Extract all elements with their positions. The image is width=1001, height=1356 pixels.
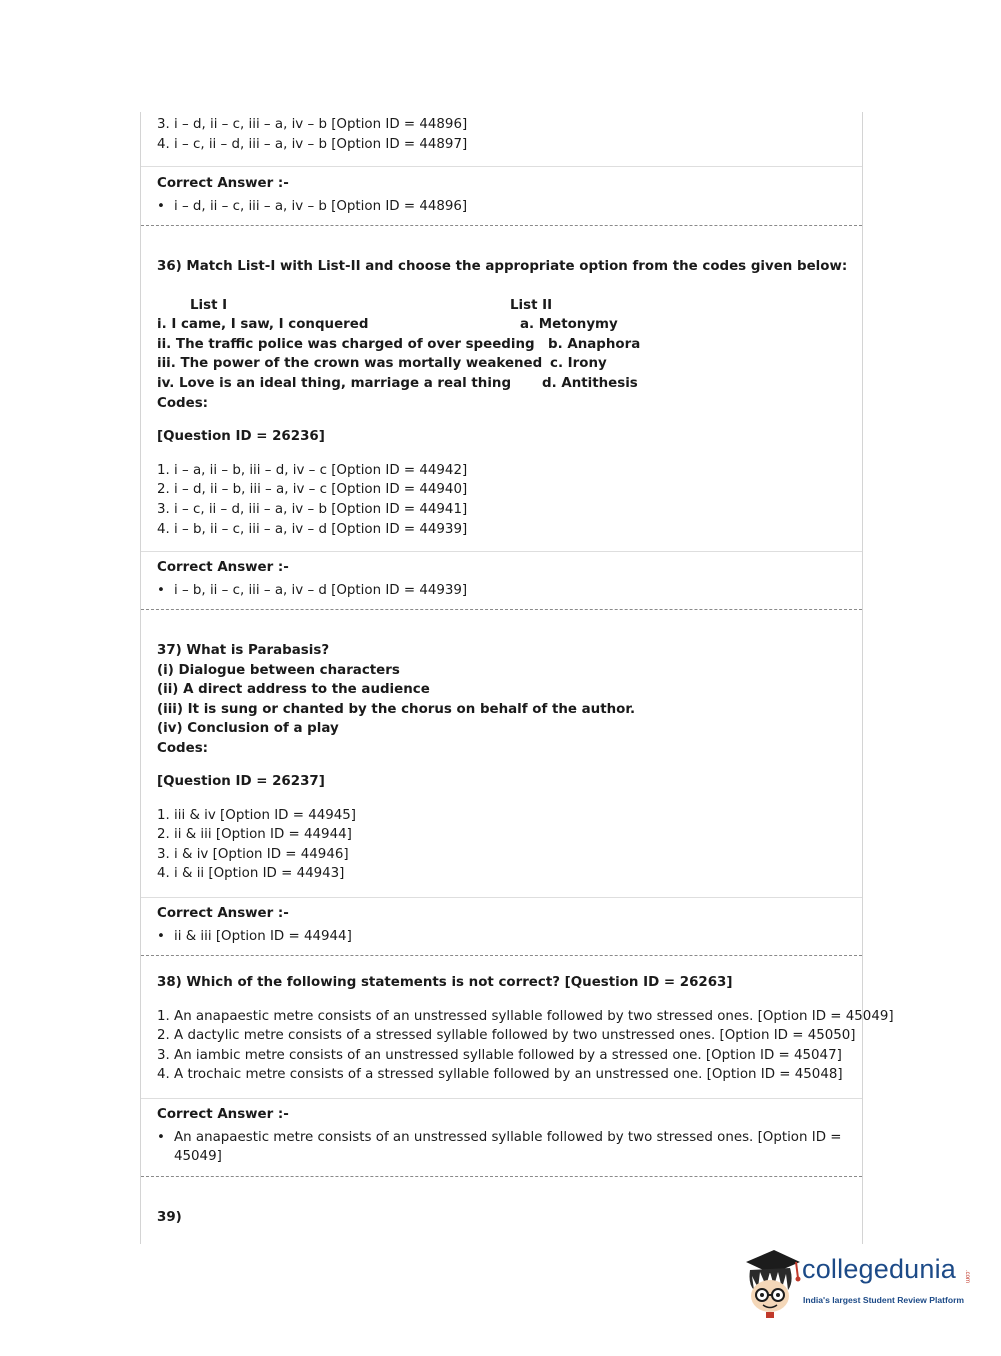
logo-tagline: India's largest Student Review Platform: [803, 1295, 965, 1305]
list2-item: b. Anaphora: [548, 336, 641, 352]
option: 4. i – c, ii – d, iii – a, iv – b [Option ID = 44897]: [157, 136, 468, 152]
divider: [141, 897, 862, 898]
list1-item: i. I came, I saw, I conquered: [157, 317, 369, 333]
question-separator: [141, 1176, 862, 1177]
list-headers: [157, 296, 852, 316]
question-title: 37) What is Parabasis?: [157, 643, 330, 658]
question-38-answer: [157, 1105, 852, 1167]
option: 3. i – d, ii – c, iii – a, iv – b [Option ID = 44896]: [157, 117, 468, 132]
divider: [141, 551, 862, 552]
option: 3. An iambic metre consists of an unstressed syllable followed by a stressed one. [Option ID = 45047]: [157, 1047, 842, 1063]
question-title: 36) Match List-I with List-II and choose the appropriate option from the codes given below:: [157, 259, 848, 274]
divider: [141, 1098, 862, 1099]
list1-item: iv. Love is an ideal thing, marriage a real thing: [157, 375, 512, 391]
question-37-body: [157, 772, 852, 884]
answer-label: Correct Answer :-: [157, 1107, 289, 1122]
question-36-answer: [157, 558, 852, 600]
question-line: (i) Dialogue between characters: [157, 662, 400, 678]
question-37: [157, 641, 852, 759]
list1-item: ii. The traffic police was charged of over speeding: [157, 336, 535, 352]
list2-item: d. Antithesis: [542, 375, 638, 391]
question-line: (iii) It is sung or chanted by the chorus on behalf of the author.: [157, 701, 636, 717]
logo-domain-suffix: .com: [964, 1270, 970, 1284]
option: 3. i – c, ii – d, iii – a, iv – b [Option ID = 44941]: [157, 501, 468, 517]
option: 3. i & iv [Option ID = 44946]: [157, 846, 349, 862]
option: 4. A trochaic metre consists of a stressed syllable followed by an unstressed one. [Option ID = 45048]: [157, 1067, 843, 1083]
question-id: [Question ID = 26237]: [157, 774, 325, 789]
option: 1. iii & iv [Option ID = 44945]: [157, 807, 357, 823]
list-row: [157, 315, 852, 335]
answer-item: • i – d, ii – c, iii – a, iv – b [Option ID = 44896]: [157, 197, 852, 217]
prev-question-options: [157, 115, 852, 154]
answer-label: Correct Answer :-: [157, 906, 289, 921]
answer-item: • An anapaestic metre consists of an unstressed syllable followed by two stressed ones. [Option ID = 45049]: [157, 1128, 852, 1167]
question-separator: [141, 225, 862, 226]
divider: [141, 166, 862, 167]
prev-question-answer: [157, 174, 852, 216]
list1-header: List I: [190, 297, 228, 313]
list-row: [157, 354, 852, 374]
question-separator: [141, 609, 862, 610]
option: 2. ii & iii [Option ID = 44944]: [157, 827, 352, 843]
question-37-answer: [157, 904, 852, 946]
list2-item: a. Metonymy: [520, 317, 618, 333]
question-38: [157, 973, 894, 1085]
question-line: (ii) A direct address to the audience: [157, 682, 430, 698]
list-row: [157, 335, 852, 355]
logo-wordmark: collegedunia: [802, 1254, 957, 1284]
answer-item: • i – b, ii – c, iii – a, iv – d [Option ID = 44939]: [157, 581, 852, 601]
list-row: [157, 374, 852, 394]
question-separator: [141, 955, 862, 956]
option: 1. i – a, ii – b, iii – d, iv – c [Option ID = 44942]: [157, 462, 468, 478]
list2-header: List II: [510, 297, 553, 313]
list1-item: iii. The power of the crown was mortally weakened: [157, 356, 543, 372]
question-36: [157, 257, 852, 539]
option: 1. An anapaestic metre consists of an unstressed syllable followed by two stressed ones. [Option ID = 45049]: [157, 1008, 894, 1024]
answer-label: Correct Answer :-: [157, 176, 289, 191]
option: 2. i – d, ii – b, iii – a, iv – c [Option ID = 44940]: [157, 482, 468, 498]
codes-label: Codes:: [157, 740, 209, 756]
mascot-icon: [740, 1248, 802, 1320]
question-39: [157, 1208, 852, 1228]
question-title: 39): [157, 1210, 182, 1225]
question-title: 38) Which of the following statements is not correct? [Question ID = 26263]: [157, 975, 733, 990]
option: 4. i & ii [Option ID = 44943]: [157, 866, 345, 882]
question-id: [Question ID = 26236]: [157, 429, 325, 445]
option: 4. i – b, ii – c, iii – a, iv – d [Option ID = 44939]: [157, 521, 468, 537]
exam-page: [140, 112, 894, 1244]
answer-item: • ii & iii [Option ID = 44944]: [157, 927, 852, 947]
codes-label: Codes:: [157, 395, 209, 411]
option: 2. A dactylic metre consists of a stressed syllable followed by two unstressed ones. [Option ID = 45050]: [157, 1028, 856, 1044]
answer-label: Correct Answer :-: [157, 560, 289, 575]
question-line: (iv) Conclusion of a play: [157, 721, 339, 737]
list2-item: c. Irony: [550, 356, 607, 372]
collegedunia-logo[interactable]: [740, 1248, 970, 1320]
